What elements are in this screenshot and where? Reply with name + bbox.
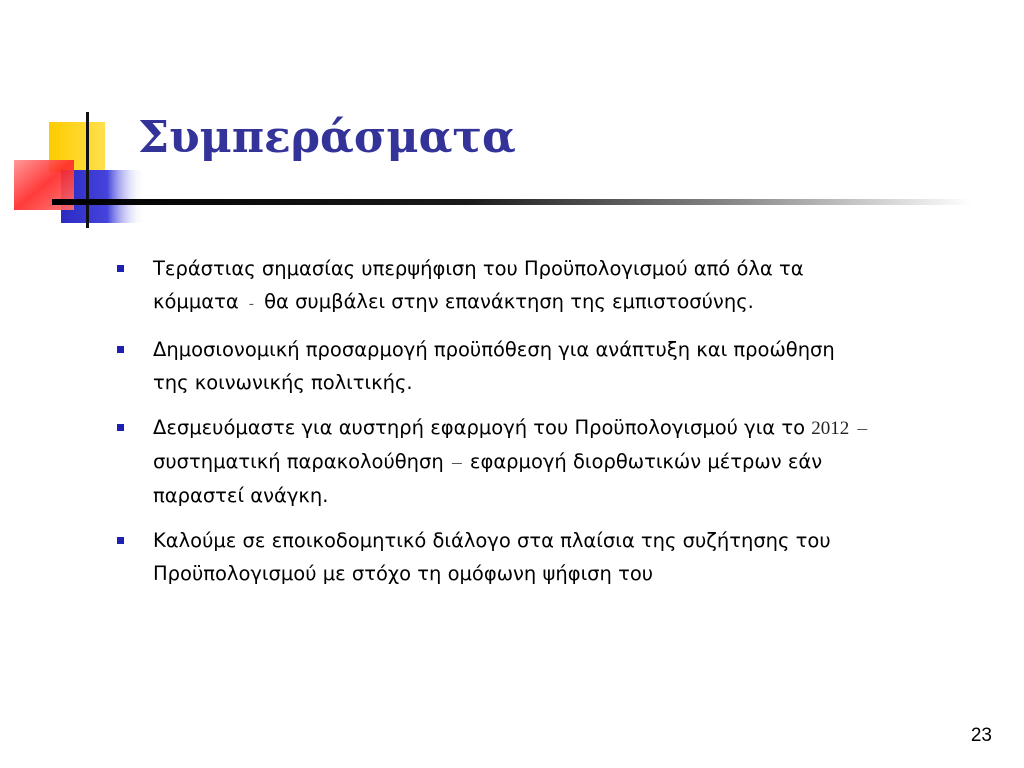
bullet-icon: [117, 265, 124, 272]
bullet-icon: [117, 537, 124, 544]
bullet-text-continued: θα συμβάλει στην επανάκτηση της εμπιστοσύνης.: [264, 290, 754, 313]
bullet-separator: -: [248, 296, 254, 312]
bullet-dash: –: [451, 452, 462, 473]
bullet-icon: [117, 424, 124, 431]
bullet-text: Δεσμευόμαστε για αυστηρή εφαρμογή του Προϋπολογισμού για το: [153, 416, 806, 439]
bullet-text-middle: συστηματική παρακολούθηση: [153, 450, 444, 473]
title-underline: [52, 199, 972, 205]
bullet-item: [116, 524, 876, 590]
bullet-item: [116, 411, 876, 512]
bullet-item: [116, 252, 876, 321]
bullet-text: Δημοσιονομική προσαρμογή προϋπόθεση για ανάπτυξη και προώθηση της κοινωνικής πολιτικής.: [153, 338, 835, 394]
bullet-year: 2012: [811, 418, 850, 439]
bullet-text: Καλούμε σε εποικοδομητικό διάλογο στα πλαίσια της συζήτησης του Προϋπολογισμού με στόχο τη ομόφωνη ψήφιση του: [153, 529, 831, 585]
bullet-text: Τεράστιας σημασίας υπερψήφιση του Προϋπολογισμού από όλα τα κόμματα: [153, 257, 804, 313]
bullet-icon: [117, 346, 124, 353]
bullet-dash: –: [857, 418, 868, 439]
slide-title: Συμπεράσματα: [138, 112, 516, 163]
page-number: 23: [970, 725, 992, 746]
deco-vertical-line: [86, 112, 89, 228]
bullet-item: [116, 333, 876, 399]
bullet-text-continued: εφαρμογή διορθωτικών μέτρων εάν παραστεί ανάγκη.: [153, 450, 823, 507]
bullet-list: [116, 252, 876, 602]
